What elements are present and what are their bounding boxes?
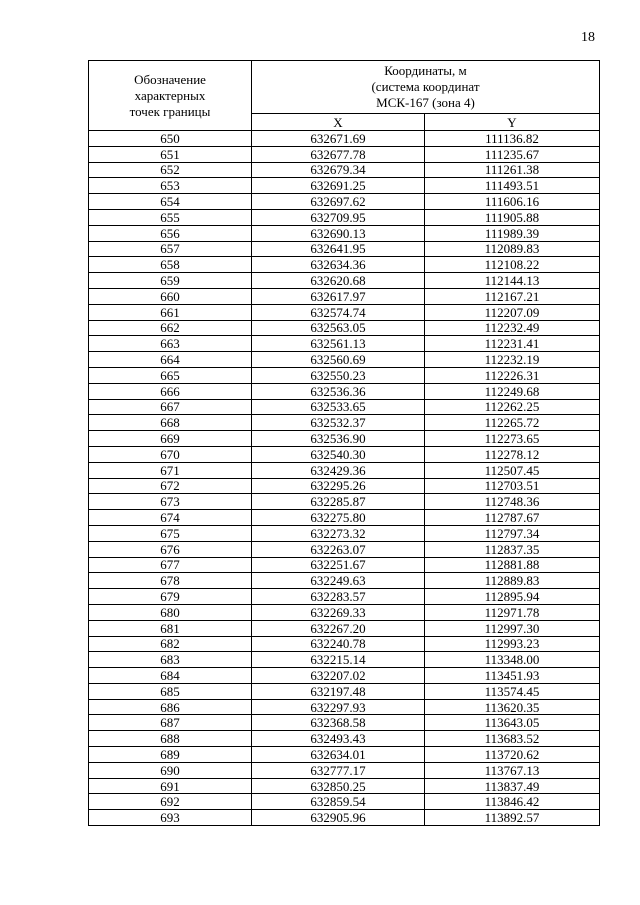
x-column-header: X (252, 114, 425, 131)
table-row (89, 715, 600, 731)
x-coordinate-cell: 632368.58 (252, 715, 425, 731)
x-coordinate-cell: 632536.90 (252, 431, 425, 447)
x-coordinate-cell: 632267.20 (252, 620, 425, 636)
point-number-cell: 669 (89, 431, 252, 447)
y-coordinate-cell: 111235.67 (425, 146, 600, 162)
x-coordinate-cell: 632251.67 (252, 557, 425, 573)
x-coordinate-cell: 632690.13 (252, 225, 425, 241)
table-row (89, 225, 600, 241)
x-coordinate-cell: 632275.80 (252, 510, 425, 526)
x-coordinate-cell: 632493.43 (252, 731, 425, 747)
point-number-cell: 651 (89, 146, 252, 162)
x-coordinate-cell: 632677.78 (252, 146, 425, 162)
table-row (89, 478, 600, 494)
point-number-cell: 673 (89, 494, 252, 510)
table-row (89, 683, 600, 699)
x-coordinate-cell: 632850.25 (252, 778, 425, 794)
x-coordinate-cell: 632540.30 (252, 446, 425, 462)
table-row (89, 573, 600, 589)
x-coordinate-cell: 632574.74 (252, 304, 425, 320)
table-row (89, 794, 600, 810)
point-number-cell: 691 (89, 778, 252, 794)
x-coordinate-cell: 632691.25 (252, 178, 425, 194)
y-coordinate-cell: 111136.82 (425, 131, 600, 147)
table-row (89, 209, 600, 225)
table-row (89, 336, 600, 352)
y-coordinate-cell: 112278.12 (425, 446, 600, 462)
table-row (89, 383, 600, 399)
x-coordinate-cell: 632859.54 (252, 794, 425, 810)
x-coordinate-cell: 632671.69 (252, 131, 425, 147)
table-row (89, 747, 600, 763)
point-number-cell: 683 (89, 652, 252, 668)
y-coordinate-cell: 112167.21 (425, 288, 600, 304)
point-number-cell: 657 (89, 241, 252, 257)
table-row (89, 525, 600, 541)
y-coordinate-cell: 112144.13 (425, 273, 600, 289)
x-coordinate-cell: 632617.97 (252, 288, 425, 304)
point-number-cell: 686 (89, 699, 252, 715)
point-number-cell: 671 (89, 462, 252, 478)
y-coordinate-cell: 113892.57 (425, 810, 600, 826)
x-coordinate-cell: 632215.14 (252, 652, 425, 668)
table-row (89, 604, 600, 620)
y-coordinate-cell: 112993.23 (425, 636, 600, 652)
point-number-cell: 684 (89, 668, 252, 684)
point-number-cell: 663 (89, 336, 252, 352)
table-row (89, 652, 600, 668)
y-coordinate-cell: 112108.22 (425, 257, 600, 273)
point-header-line: точек границы (129, 103, 211, 119)
x-coordinate-cell: 632709.95 (252, 209, 425, 225)
point-number-cell: 659 (89, 273, 252, 289)
y-coordinate-cell: 112226.31 (425, 367, 600, 383)
table-row (89, 304, 600, 320)
point-number-cell: 665 (89, 367, 252, 383)
y-coordinate-cell: 111606.16 (425, 194, 600, 210)
x-coordinate-cell: 632197.48 (252, 683, 425, 699)
x-coordinate-cell: 632429.36 (252, 462, 425, 478)
table-row (89, 431, 600, 447)
coords-header-line: МСК-167 (зона 4) (376, 95, 475, 110)
x-coordinate-cell: 632269.33 (252, 604, 425, 620)
x-coordinate-cell: 632620.68 (252, 273, 425, 289)
table-row (89, 462, 600, 478)
x-coordinate-cell: 632533.65 (252, 399, 425, 415)
y-coordinate-cell: 112837.35 (425, 541, 600, 557)
x-coordinate-cell: 632679.34 (252, 162, 425, 178)
y-coordinate-cell: 111493.51 (425, 178, 600, 194)
coords-header-line: (система координат (371, 79, 480, 94)
point-number-cell: 675 (89, 525, 252, 541)
x-coordinate-cell: 632249.63 (252, 573, 425, 589)
point-number-cell: 658 (89, 257, 252, 273)
point-number-cell: 678 (89, 573, 252, 589)
y-coordinate-cell: 112249.68 (425, 383, 600, 399)
table-row (89, 557, 600, 573)
y-coordinate-cell: 113767.13 (425, 762, 600, 778)
x-coordinate-cell: 632905.96 (252, 810, 425, 826)
x-coordinate-cell: 632207.02 (252, 668, 425, 684)
table-body (89, 131, 600, 826)
point-header-line: Обозначение (134, 71, 206, 87)
y-coordinate-cell: 112881.88 (425, 557, 600, 573)
x-coordinate-cell: 632634.01 (252, 747, 425, 763)
y-coordinate-cell: 112971.78 (425, 604, 600, 620)
table-row (89, 257, 600, 273)
x-coordinate-cell: 632550.23 (252, 367, 425, 383)
table-row (89, 494, 600, 510)
x-coordinate-cell: 632295.26 (252, 478, 425, 494)
table-row (89, 320, 600, 336)
y-coordinate-cell: 112232.49 (425, 320, 600, 336)
y-coordinate-cell: 112232.19 (425, 352, 600, 368)
table-row (89, 146, 600, 162)
y-coordinate-cell: 112748.36 (425, 494, 600, 510)
point-number-cell: 680 (89, 604, 252, 620)
table-row (89, 541, 600, 557)
point-number-cell: 668 (89, 415, 252, 431)
page-number: 18 (581, 30, 595, 45)
table-row (89, 288, 600, 304)
point-number-cell: 679 (89, 589, 252, 605)
y-coordinate-cell: 113574.45 (425, 683, 600, 699)
point-number-cell: 689 (89, 747, 252, 763)
x-coordinate-cell: 632697.62 (252, 194, 425, 210)
point-number-cell: 664 (89, 352, 252, 368)
table-row (89, 352, 600, 368)
table-row (89, 762, 600, 778)
point-number-cell: 662 (89, 320, 252, 336)
x-coordinate-cell: 632283.57 (252, 589, 425, 605)
point-number-cell: 693 (89, 810, 252, 826)
y-coordinate-cell: 113837.49 (425, 778, 600, 794)
y-coordinate-cell: 111989.39 (425, 225, 600, 241)
x-coordinate-cell: 632536.36 (252, 383, 425, 399)
x-coordinate-cell: 632777.17 (252, 762, 425, 778)
x-coordinate-cell: 632561.13 (252, 336, 425, 352)
point-number-cell: 654 (89, 194, 252, 210)
point-number-cell: 692 (89, 794, 252, 810)
point-number-cell: 653 (89, 178, 252, 194)
point-number-cell: 682 (89, 636, 252, 652)
y-coordinate-cell: 112262.25 (425, 399, 600, 415)
y-column-header: Y (425, 114, 600, 131)
y-coordinate-cell: 112507.45 (425, 462, 600, 478)
y-coordinate-cell: 113683.52 (425, 731, 600, 747)
table-row (89, 668, 600, 684)
table-row (89, 273, 600, 289)
table-row (89, 810, 600, 826)
coords-header-line: Координаты, м (384, 63, 467, 78)
x-coordinate-cell: 632297.93 (252, 699, 425, 715)
point-number-cell: 655 (89, 209, 252, 225)
x-coordinate-cell: 632532.37 (252, 415, 425, 431)
x-coordinate-cell: 632285.87 (252, 494, 425, 510)
point-number-cell: 670 (89, 446, 252, 462)
x-coordinate-cell: 632560.69 (252, 352, 425, 368)
y-coordinate-cell: 113348.00 (425, 652, 600, 668)
y-coordinate-cell: 111905.88 (425, 209, 600, 225)
y-coordinate-cell: 112889.83 (425, 573, 600, 589)
y-coordinate-cell: 112273.65 (425, 431, 600, 447)
point-number-cell: 667 (89, 399, 252, 415)
point-number-cell: 690 (89, 762, 252, 778)
y-coordinate-cell: 113620.35 (425, 699, 600, 715)
point-number-cell: 677 (89, 557, 252, 573)
point-number-cell: 660 (89, 288, 252, 304)
table-row (89, 162, 600, 178)
y-coordinate-cell: 112895.94 (425, 589, 600, 605)
y-coordinate-cell: 113846.42 (425, 794, 600, 810)
y-coordinate-cell: 112997.30 (425, 620, 600, 636)
table-row (89, 399, 600, 415)
y-coordinate-cell: 111261.38 (425, 162, 600, 178)
table-row (89, 194, 600, 210)
y-coordinate-cell: 113451.93 (425, 668, 600, 684)
table-row (89, 367, 600, 383)
table-row (89, 178, 600, 194)
y-coordinate-cell: 113720.62 (425, 747, 600, 763)
point-number-cell: 666 (89, 383, 252, 399)
table-row (89, 620, 600, 636)
x-coordinate-cell: 632563.05 (252, 320, 425, 336)
x-coordinate-cell: 632263.07 (252, 541, 425, 557)
point-number-cell: 661 (89, 304, 252, 320)
table-row (89, 731, 600, 747)
table-row (89, 510, 600, 526)
y-coordinate-cell: 112703.51 (425, 478, 600, 494)
point-number-cell: 672 (89, 478, 252, 494)
point-number-cell: 685 (89, 683, 252, 699)
point-number-cell: 674 (89, 510, 252, 526)
x-coordinate-cell: 632240.78 (252, 636, 425, 652)
table-row (89, 415, 600, 431)
point-number-cell: 650 (89, 131, 252, 147)
table-row (89, 589, 600, 605)
table-row (89, 446, 600, 462)
coordinates-table (88, 60, 600, 826)
coordinates-header (252, 61, 600, 114)
x-coordinate-cell: 632641.95 (252, 241, 425, 257)
y-coordinate-cell: 112089.83 (425, 241, 600, 257)
y-coordinate-cell: 112231.41 (425, 336, 600, 352)
table-row (89, 699, 600, 715)
y-coordinate-cell: 112265.72 (425, 415, 600, 431)
y-coordinate-cell: 112207.09 (425, 304, 600, 320)
point-number-cell: 656 (89, 225, 252, 241)
table-row (89, 131, 600, 147)
point-header-line: характерных (134, 87, 206, 103)
point-number-cell: 681 (89, 620, 252, 636)
point-number-cell: 676 (89, 541, 252, 557)
point-designation-header (89, 61, 252, 131)
x-coordinate-cell: 632273.32 (252, 525, 425, 541)
point-number-cell: 688 (89, 731, 252, 747)
point-number-cell: 652 (89, 162, 252, 178)
table-row (89, 636, 600, 652)
point-number-cell: 687 (89, 715, 252, 731)
table-row (89, 778, 600, 794)
y-coordinate-cell: 112787.67 (425, 510, 600, 526)
x-coordinate-cell: 632634.36 (252, 257, 425, 273)
y-coordinate-cell: 113643.05 (425, 715, 600, 731)
y-coordinate-cell: 112797.34 (425, 525, 600, 541)
table-row (89, 241, 600, 257)
